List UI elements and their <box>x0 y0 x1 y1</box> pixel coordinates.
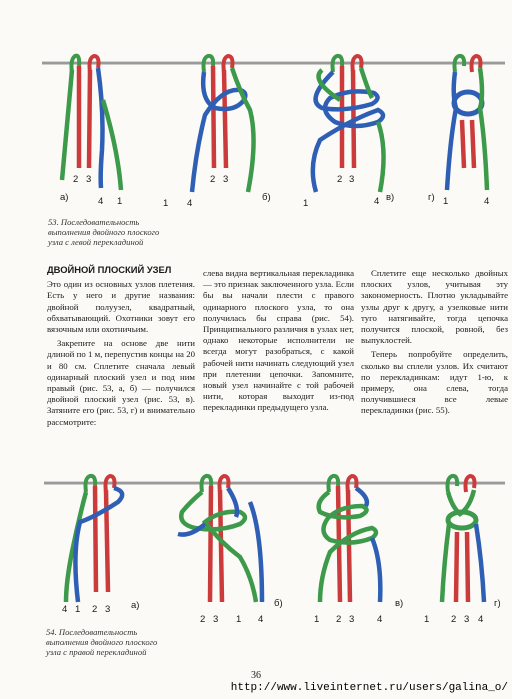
page-number: 36 <box>251 670 261 681</box>
label-53b-n2: 4 <box>187 198 193 209</box>
label-54b-n3: 1 <box>236 614 242 625</box>
label-53c-n1: 1 <box>303 198 309 209</box>
text-column-2 <box>203 268 354 414</box>
label-53c-n3: 3 <box>349 174 355 185</box>
label-54a-n3: 2 <box>92 604 98 615</box>
panel-54c <box>319 476 381 602</box>
figure-53 <box>0 0 512 245</box>
label-53a-letter: а) <box>60 192 69 203</box>
label-54a-n4: 3 <box>105 604 111 615</box>
panel-53a <box>62 56 121 190</box>
label-53a-n1: 2 <box>73 174 79 185</box>
label-54c-letter: в) <box>395 598 404 609</box>
label-53a-n2: 3 <box>86 174 92 185</box>
panel-54a <box>66 476 122 602</box>
watermark-url: http://www.liveinternet.ru/users/galina_o/ <box>230 682 508 694</box>
paragraph: Это один из основных узлов плетения. Есть у него и другие названия: двойной полуузел, квадратный, обхватывающий. Охотники зовут его вязочным или охотничьим. <box>47 279 195 335</box>
figure-53-caption <box>48 217 218 247</box>
label-54b-n1: 2 <box>200 614 206 625</box>
panel-53c <box>313 56 384 192</box>
label-54b-n4: 4 <box>258 614 264 625</box>
label-54d-n4: 4 <box>478 614 484 625</box>
label-53b-n1: 1 <box>163 198 169 209</box>
label-54d-letter: г) <box>494 598 501 609</box>
paragraph: слева видна вертикальная перекладинка — это признак заключенного узла. Если бы вы начали плести с правого одинарного плоского узла, то она получилась бы справа (рис. 54). Принципиального различия в узлах нет, однако некоторые исполнители не всегда могут разобраться, с какой рабочей нити начинать следующий узел при плетении цепочки. Запомните, новый узел начинайте с той рабочей нити, которая выходит из-под перекладинки предыдущего узла. <box>203 268 354 413</box>
paragraph: Теперь попробуйте определить, сколько вы сплели узлов. Их считают по перекладинкам: идут 1-ю, к примеру, она слева, тогда получившиеся все левые перекладинки (рис. 55). <box>361 349 508 416</box>
caption-line: узла с правой перекладиной <box>46 647 147 657</box>
label-54c-n3: 3 <box>349 614 355 625</box>
label-53c-n2: 2 <box>337 174 343 185</box>
panel-54d <box>442 476 484 602</box>
text-column-1 <box>47 264 195 428</box>
label-54b-letter: б) <box>274 598 283 609</box>
label-53b-n3: 2 <box>210 174 216 185</box>
figure-54 <box>0 462 512 642</box>
section-title: ДВОЙНОЙ ПЛОСКИЙ УЗЕЛ <box>47 264 172 275</box>
label-53c-letter: в) <box>386 192 395 203</box>
label-54b-n2: 3 <box>213 614 219 625</box>
label-54a-n1: 4 <box>62 604 68 615</box>
caption-line: узла с левой перекладиной <box>48 237 144 247</box>
label-53b-letter: б) <box>262 192 271 203</box>
label-54a-n2: 1 <box>75 604 81 615</box>
caption-line: выполнения двойного плоского <box>46 637 158 647</box>
label-54c-n1: 1 <box>314 614 320 625</box>
label-53a-n3: 4 <box>98 196 104 207</box>
panel-54b <box>178 476 262 602</box>
panel-53b <box>192 56 254 192</box>
caption-line: выполнения двойного плоского <box>48 227 160 237</box>
caption-line: 53. Последовательность <box>48 217 140 227</box>
paragraph: Закрепите на основе две нити длиной по 1 м, перепустив концы на 20 и 80 см. Сплетите сначала левый одинарный плоский узел и под ним правый (рис. 53, а, б) — получился двойной плоский узел (рис. 53, в). Затяните его (рис. 53, г) и внимательно рассмотрите: <box>47 338 195 427</box>
label-53b-n4: 3 <box>223 174 229 185</box>
figure-54-caption <box>46 627 206 657</box>
label-53c-n4: 4 <box>374 196 380 207</box>
label-54d-n2: 2 <box>451 614 457 625</box>
figure-53-illustration <box>0 0 512 245</box>
label-53d-n1: 1 <box>443 196 449 207</box>
label-53a-n4: 1 <box>117 196 123 207</box>
label-54c-n2: 2 <box>336 614 342 625</box>
label-54d-n3: 3 <box>464 614 470 625</box>
figure-54-illustration <box>0 462 512 642</box>
label-54c-n4: 4 <box>377 614 383 625</box>
paragraph: Сплетите еще несколько двойных плоских узлов, учитывая эту закономерность. Плотно укладывайте узлы друг к другу, а узелковые нити туго натягивайте, тогда цепочка получится плоской, ровной, без выпуклостей. <box>361 268 508 346</box>
caption-line: 54. Последовательность <box>46 627 138 637</box>
label-53d-n2: 4 <box>484 196 490 207</box>
label-53d-letter: г) <box>428 192 435 203</box>
label-54a-letter: а) <box>131 600 140 611</box>
label-54d-n1: 1 <box>424 614 430 625</box>
panel-53d <box>447 56 487 190</box>
text-column-3 <box>361 268 508 417</box>
